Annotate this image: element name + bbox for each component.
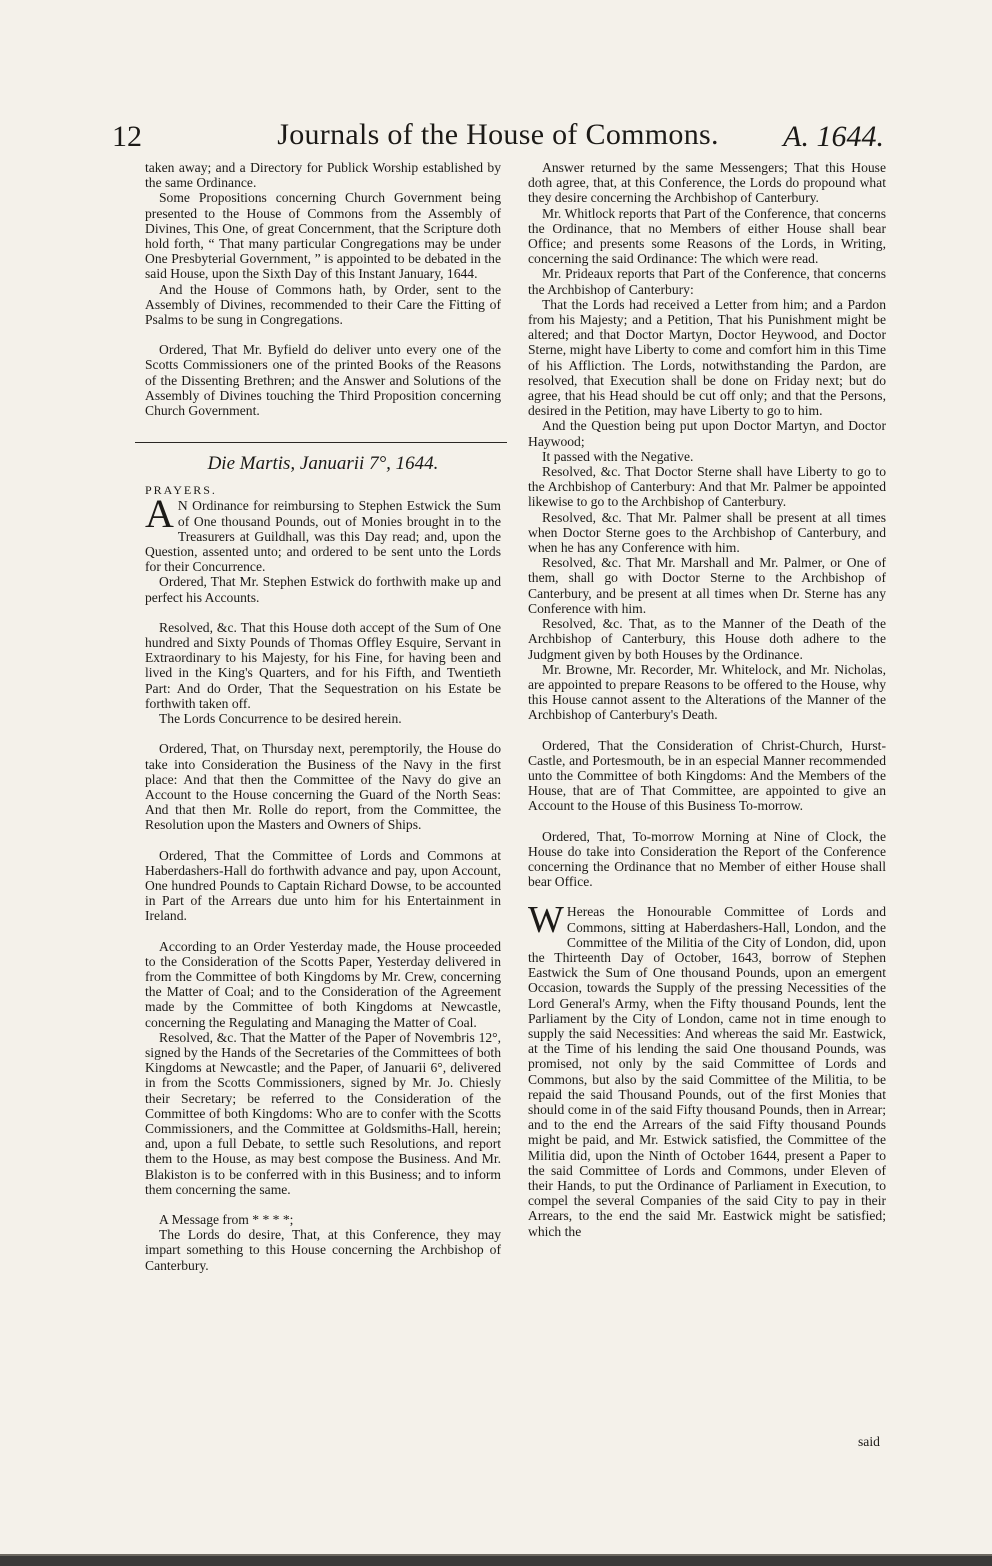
paragraph: Resolved, &c. That Mr. Palmer shall be present at all times when Doctor Sterne goes to the Archbishop of Canterbury, and when he has any Conference with him. bbox=[528, 509, 886, 556]
paragraph: That the Lords had received a Letter from him; and a Pardon from his Majesty; and a Petition, That his Punishment might be altered; and that Doctor Martyn, Doctor Heywood, and Doctor Sterne, might have Liberty to come and comfort him in this Time of his Affliction. The Lords, notwithstanding the Pardon, are resolved, that Execution shall be done on Friday next; but do agree, that his Head should be cut off only; and that the Persons, desired in the Petition, may have Liberty to go to him. bbox=[528, 296, 886, 419]
paragraph: Resolved, &c. That Mr. Marshall and Mr. Palmer, or One of them, shall go with Doctor Sterne to the Archbishop of Canterbury, and be present at all times when Dr. Sterne has any Conference with him. bbox=[528, 555, 886, 616]
paragraph: And the Question being put upon Doctor Martyn, and Doctor Haywood; bbox=[528, 418, 886, 449]
paragraph: Mr. Browne, Mr. Recorder, Mr. Whitelock, and Mr. Nicholas, are appointed to prepare Reasons to be offered to the House, why this House cannot assent to the Alterations of the Manner of the Archbishop of Canterbury's Death. bbox=[528, 661, 886, 723]
drop-cap: W bbox=[528, 899, 564, 942]
running-title: Journals of the House of Commons. bbox=[277, 118, 719, 151]
paragraph: Ordered, That the Committee of Lords and Commons at Haberdashers-Hall do forthwith advance and pay, upon Account, One hundred Pounds to Captain Richard Dowse, to be accounted in Part of the Arrears due unto him for his Entertainment in Ireland. bbox=[145, 847, 501, 924]
paragraph: Ordered, That the Consideration of Christ-Church, Hurst-Castle, and Portesmouth, be in an especial Manner recommended unto the Committee of both Kingdoms: And the Members of the House, that are of That Committee, are appointed to give an Account to the House of this Business To-morrow. bbox=[528, 737, 886, 814]
drop-cap: A bbox=[145, 491, 174, 537]
right-column bbox=[528, 160, 886, 1239]
section-divider bbox=[135, 442, 507, 443]
page-number: 12 bbox=[112, 120, 142, 153]
paragraph: W Hereas the Honourable Committee of Lords and Commons, sitting at Haberdashers-Hall, London, and the Committee of the Militia of the City of London, did, upon the Thirteenth Day of October, 1643, borrow of Stephen Eastwick the Sum of One thousand Pounds, upon an emergent Occasion, towards the Supply of the pressing Necessities of the Lord General's Army, when the Fifty thousand Pounds, lent the Parliament by the City of London, came not in time enough to supply the said Necessities: And whereas the said Mr. Eastwick, at the Time of his lending the said One thousand Pounds, was promised, not only by the said Committee of Lords and Commons, but also by the said Committee of the Militia, to be repaid the said Thousand Pounds, out of the first Monies that should come in of the said Fifty thousand Pounds, then in Arrear; and to the end the Arrears of the said Fifty thousand Pounds might be paid, and Mr. Estwick satisfied, the Committee of the Militia did, upon the Ninth of October 1644, present a Paper to the said Committee of Lords and Commons, under Eleven of their Hands, to put the Ordinance of Parliament in Execution, to compel the several Companies of the said City to pay in their Arrears, to the end the said Mr. Eastwick might be satisfied; which the bbox=[528, 899, 886, 1239]
paragraph: Mr. Prideaux reports that Part of the Conference, that concerns the Archbishop of Canterbury: bbox=[528, 266, 886, 297]
paragraph: Resolved, &c. That, as to the Manner of the Death of the Archbishop of Canterbury, this House doth adhere to the Judgment given by both Houses by the Ordinance. bbox=[528, 616, 886, 662]
paragraph: taken away; and a Directory for Publick Worship established by the same Ordinance. bbox=[145, 160, 501, 191]
paragraph: Some Propositions concerning Church Government being presented to the House of Commons from the Assembly of Divines, This One, of great Concernment, that the Scripture doth hold forth, “ That many particular Congregations may be under One Presbyterial Government, ” is appointed to be debated in the said House, upon the Sixth Day of this Instant January, 1644. bbox=[145, 190, 501, 282]
year-heading: A. 1644. bbox=[783, 120, 884, 153]
paragraph: Ordered, That Mr. Byfield do deliver unto every one of the Scotts Commissioners one of the printed Books of the Reasons of the Dissenting Brethren; and the Answer and Solutions of the Assembly of Divines touching the Third Proposition concerning Church Government. bbox=[145, 342, 501, 419]
date-heading: Die Martis, Januarii 7°, 1644. bbox=[207, 453, 439, 475]
paragraph: Resolved, &c. That Doctor Sterne shall have Liberty to go to the Archbishop of Canterbury: And that Mr. Palmer be appointed likewise to go to the Archbishop of Canterbury. bbox=[528, 464, 886, 510]
scan-bottom-edge bbox=[0, 1556, 992, 1566]
paragraph: Ordered, That Mr. Stephen Estwick do forthwith make up and perfect his Accounts. bbox=[145, 574, 501, 605]
paragraph: It passed with the Negative. bbox=[542, 448, 694, 464]
paragraph: Resolved, &c. That the Matter of the Paper of Novembris 12°, signed by the Hands of the Secretaries of the Committees of both Kingdoms at Newcastle; and the Paper, of Januarii 6°, delivered in from the Scotts Commissioners, signed by Mr. Jo. Chiesly their Secretary; be referred to the Consideration of the Committee of both Kingdoms: Who are to confer with the Scotts Commissioners, and the Committee at Goldsmiths-Hall, herein; and, upon a full Debate, to settle such Resolutions, and report them to the House, as may best compose the Business. And Mr. Blakiston is to be conferred with in this Business; and to inform them concerning the same. bbox=[145, 1029, 501, 1197]
paragraph: The Lords Concurrence to be desired herein. bbox=[159, 711, 402, 727]
paragraph: Ordered, That, on Thursday next, peremptorily, the House do take into Consideration the Business of the Navy in the first place: And that then the Committee of the Navy do give an Account to the House concerning the Guard of the North Seas: And that then Mr. Rolle do report, from the Committee, the Resolution upon the Masters and Owners of Ships. bbox=[145, 741, 501, 833]
paragraph: Resolved, &c. That this House doth accept of the Sum of One hundred and Sixty Pounds of Thomas Offley Esquire, Servant in Extraordinary to his Majesty, for his Fine, for having been and lived in the King's Quarters, and for his Fifth, and Twentieth Part: And do Order, That the Sequestration on his Estate be forthwith taken off. bbox=[145, 619, 501, 711]
paragraph: A Message from * * * *; bbox=[159, 1211, 294, 1227]
paragraph: A N Ordinance for reimbursing to Stephen Estwick the Sum of One thousand Pounds, out of Monies brought in to the Treasurers at Guildhall, was this Day read; and, upon the Question, assented unto; and ordered to be sent unto the Lords for their Concurrence. bbox=[145, 491, 501, 575]
page-header bbox=[112, 118, 884, 158]
paragraph: Ordered, That, To-morrow Morning at Nine of Clock, the House do take into Consideration the Report of the Conference concerning the Ordinance that no Member of either House shall bear Office. bbox=[528, 828, 886, 890]
paragraph: Answer returned by the same Messengers; That this House doth agree, that, at this Conference, the Lords do propound what they desire concerning the Archbishop of Canterbury. bbox=[528, 160, 886, 206]
paragraph: And the House of Commons hath, by Order, sent to the Assembly of Divines, recommended to their Care the Fitting of Psalms to be sung in Congregations. bbox=[145, 281, 501, 328]
left-column bbox=[145, 160, 501, 1273]
paragraph: Mr. Whitlock reports that Part of the Conference, that concerns the Ordinance, that no Members of either House shall bear Office; and presents some Reasons of the Lords, in Writing, concerning the said Ordinance: The which were read. bbox=[528, 205, 886, 267]
prayers-label: PRAYERS. bbox=[145, 483, 217, 498]
catchword: said bbox=[858, 1434, 880, 1449]
paragraph: The Lords do desire, That, at this Conference, they may impart something to this House concerning the Archbishop of Canterbury. bbox=[145, 1227, 501, 1273]
paragraph: According to an Order Yesterday made, the House proceeded to the Consideration of the Scotts Paper, Yesterday delivered in from the Committee of both Kingdoms by Mr. Crew, concerning the Matter of Coal; and to the Consideration of the Agreement made by the Committee of both Kingdoms at Newcastle, concerning the Regulating and Managing the Matter of Coal. bbox=[145, 938, 501, 1030]
